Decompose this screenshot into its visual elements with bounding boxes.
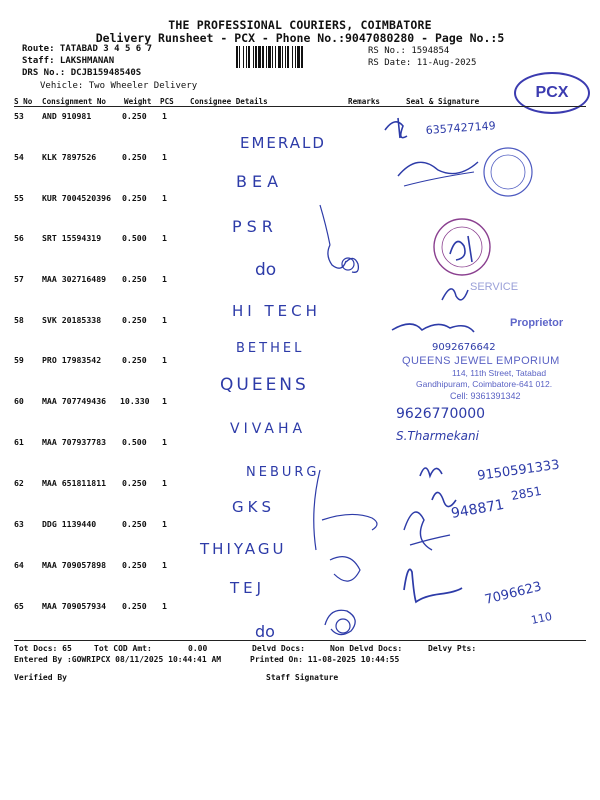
row-consignment: KLK 7897526 <box>42 152 97 162</box>
col-sno: S No <box>14 97 33 106</box>
col-consignment: Consignment No <box>42 97 107 106</box>
row-sno: 63 <box>14 519 24 529</box>
col-weight: Weight <box>124 97 152 106</box>
tot-cod-value: 0.00 <box>188 644 208 653</box>
row-weight: 0.250 <box>122 193 147 203</box>
hw-note: 7096623 <box>483 579 544 608</box>
row-pcs: 1 <box>162 601 167 611</box>
delvd-docs: Delvd Docs: <box>252 644 305 653</box>
hw-consignee: PSR <box>232 217 278 236</box>
row-consignment: KUR 7004520396 <box>42 193 112 203</box>
printed-on: Printed On: 11-08-2025 10:44:55 <box>250 655 400 664</box>
row-pcs: 1 <box>162 274 167 284</box>
row-pcs: 1 <box>162 355 167 365</box>
row-pcs: 1 <box>162 315 167 325</box>
hw-note: 110 <box>529 609 554 627</box>
seal-address2: Gandhipuram, Coimbatore-641 012. <box>416 379 553 389</box>
row-sno: 64 <box>14 560 24 570</box>
hw-consignee: QUEENS <box>220 375 309 395</box>
verified-by: Verified By <box>14 673 67 682</box>
barcode <box>236 46 358 68</box>
row-pcs: 1 <box>162 478 167 488</box>
hw-consignee: NEBURG <box>246 465 320 480</box>
hw-consignee: TEJ <box>230 579 266 597</box>
row-pcs: 1 <box>162 111 167 121</box>
seal-shop-name: QUEENS JEWEL EMPORIUM <box>402 355 560 367</box>
hw-consignee: BEA <box>236 172 284 191</box>
seal-address1: 114, 11th Street, Tatabad <box>452 368 547 378</box>
row-sno: 56 <box>14 233 24 243</box>
row-weight: 0.250 <box>122 315 147 325</box>
row-weight: 0.250 <box>122 274 147 284</box>
hw-note: 948871 <box>449 496 506 522</box>
hw-consignee: BETHEL <box>236 341 305 356</box>
row-sno: 60 <box>14 396 24 406</box>
row-sno: 57 <box>14 274 24 284</box>
delvy-pts: Delvy Pts: <box>428 644 477 653</box>
row-weight: 0.250 <box>122 152 147 162</box>
row-consignment: MAA 709057934 <box>42 601 107 611</box>
route: Route: TATABAD 3 4 5 6 7 <box>22 44 153 54</box>
row-consignment: PRO 17983542 <box>42 355 102 365</box>
seal-proprietor: Proprietor <box>510 317 564 329</box>
row-sno: 61 <box>14 437 24 447</box>
row-sno: 53 <box>14 111 24 121</box>
hw-note: S.Tharmekani <box>396 429 479 443</box>
non-delvd-docs: Non Delvd Docs: <box>330 644 403 653</box>
row-consignment: DDG 1139440 <box>42 519 97 529</box>
row-pcs: 1 <box>162 152 167 162</box>
row-consignment: AND 910981 <box>42 111 92 121</box>
rs-number: RS No.: 1594854 <box>368 46 450 56</box>
hw-note: 9626770000 <box>396 406 486 422</box>
pcx-stamp: PCX <box>514 72 590 114</box>
row-sno: 55 <box>14 193 24 203</box>
row-consignment: MAA 302716489 <box>42 274 107 284</box>
row-pcs: 1 <box>162 437 167 447</box>
hw-note: 9150591333 <box>476 457 561 484</box>
row-consignment: MAA 709057898 <box>42 560 107 570</box>
row-consignment: MAA 707749436 <box>42 396 107 406</box>
header-rule <box>14 106 586 107</box>
staff-signature: Staff Signature <box>266 673 339 682</box>
row-weight: 0.250 <box>122 355 147 365</box>
footer-rule <box>14 640 586 641</box>
row-sno: 58 <box>14 315 24 325</box>
col-remarks: Remarks <box>348 97 381 106</box>
hw-consignee: do <box>255 622 275 641</box>
row-pcs: 1 <box>162 519 167 529</box>
row-weight: 0.250 <box>122 601 147 611</box>
row-weight: 0.500 <box>122 437 147 447</box>
row-weight: 10.330 <box>120 396 150 406</box>
company-title: THE PROFESSIONAL COURIERS, COIMBATORE <box>168 18 432 32</box>
vehicle: Vehicle: Two Wheeler Delivery <box>40 81 198 91</box>
faint-stamp-text: SERVICE <box>470 281 519 293</box>
hw-consignee: GKS <box>232 498 275 516</box>
hw-consignee: EMERALD <box>240 134 326 152</box>
col-seal: Seal & Signature <box>406 97 480 106</box>
runsheet-title: Delivery Runsheet - PCX - Phone No.:9047080280 - Page No.:5 <box>95 31 505 45</box>
hw-consignee: THIYAGU <box>200 540 287 558</box>
seal-cell: Cell: 9361391342 <box>450 391 521 401</box>
row-sno: 62 <box>14 478 24 488</box>
row-consignment: MAA 651811811 <box>42 478 107 488</box>
col-consignee: Consignee Details <box>190 97 268 106</box>
staff: Staff: LAKSHMANAN <box>22 56 115 66</box>
row-sno: 59 <box>14 355 24 365</box>
entered-by: Entered By :GOWRIPCX 08/11/2025 10:44:41 AM <box>14 655 222 664</box>
hw-consignee: VIVAHA <box>230 421 307 437</box>
row-pcs: 1 <box>162 560 167 570</box>
hw-note: 2851 <box>510 483 543 503</box>
row-consignment: SRT 15594319 <box>42 233 102 243</box>
row-consignment: SVK 20185338 <box>42 315 102 325</box>
row-sno: 65 <box>14 601 24 611</box>
hw-consignee: HI TECH <box>232 302 321 320</box>
row-pcs: 1 <box>162 233 167 243</box>
row-weight: 0.500 <box>122 233 147 243</box>
row-pcs: 1 <box>162 193 167 203</box>
tot-docs: Tot Docs: 65 <box>14 644 72 653</box>
row-pcs: 1 <box>162 396 167 406</box>
rs-date: RS Date: 11-Aug-2025 <box>368 58 477 68</box>
row-sno: 54 <box>14 152 24 162</box>
drs-number: DRS No.: DCJB15948540S <box>22 68 142 78</box>
row-consignment: MAA 707937783 <box>42 437 107 447</box>
row-weight: 0.250 <box>122 111 147 121</box>
row-weight: 0.250 <box>122 519 147 529</box>
col-pcs: PCS <box>160 97 174 106</box>
hw-consignee: do <box>255 260 277 280</box>
row-weight: 0.250 <box>122 560 147 570</box>
tot-cod-label: Tot COD Amt: <box>94 644 152 653</box>
row-weight: 0.250 <box>122 478 147 488</box>
hw-note: 9092676642 <box>432 342 496 353</box>
hw-note: 6357427149 <box>425 119 497 137</box>
